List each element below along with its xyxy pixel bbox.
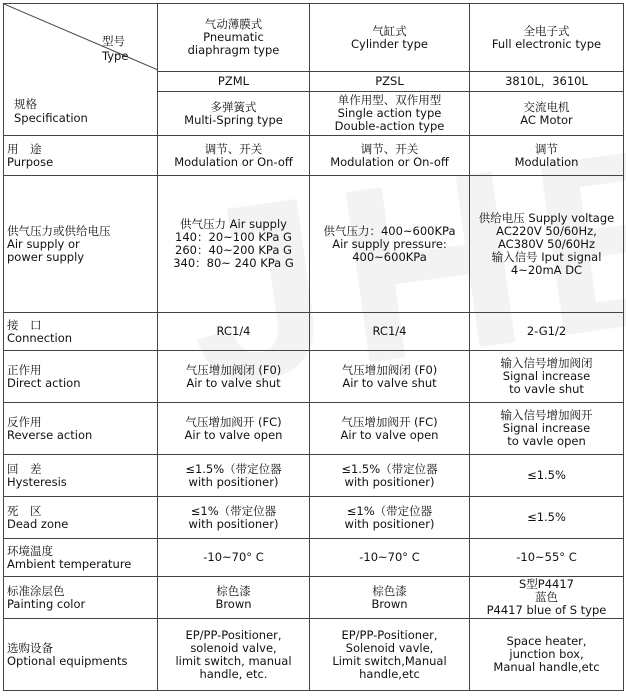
row-purpose <box>4 136 624 176</box>
optional-col2-line: EP/PP-Positioner, <box>341 627 438 642</box>
optional-col2-line: Limit switch,Manual <box>332 653 447 668</box>
air-supply-col3-line: AC380V 50/60Hz <box>498 236 595 251</box>
dead-zone-label-cn: 死 区 <box>7 503 42 518</box>
row-reverse-action <box>4 403 624 455</box>
air-supply-col1-line: 260：40~200 KPa G <box>175 243 292 257</box>
reverse-col1-line: Air to valve open <box>184 427 283 442</box>
row-direct-action <box>4 351 624 403</box>
dead-zone-label <box>4 497 158 539</box>
dead-zone-col3: ≤1.5% <box>470 497 624 539</box>
dead-zone-col1-line: ≤1%（带定位器 <box>190 503 277 518</box>
reverse-col3 <box>470 403 624 455</box>
purpose-col2-line: 调节、开关 <box>360 141 419 156</box>
direct-label-cn: 正作用 <box>7 362 42 377</box>
row-optional <box>4 619 624 691</box>
optional-label-cn: 选购设备 <box>7 640 53 655</box>
col2-sub-en1: Single action type <box>337 106 442 120</box>
direct-col3-line: to vavle shut <box>509 382 584 396</box>
col1-code: PZML <box>158 72 310 92</box>
row-connection <box>4 313 624 351</box>
col1-sub-en: Multi-Spring type <box>184 112 283 127</box>
col3-code: 3810L，3610L <box>470 72 624 92</box>
col3-sub-cell <box>470 92 624 136</box>
col2-type-en: Cylinder type <box>351 36 428 51</box>
connection-col1: RC1/4 <box>158 313 310 351</box>
air-supply-col3-line: 4~20mA DC <box>510 262 583 277</box>
purpose-label <box>4 136 158 176</box>
direct-label-en: Direct action <box>7 375 81 390</box>
ambient-label-cn: 环境温度 <box>7 543 53 558</box>
hysteresis-col1 <box>158 455 310 497</box>
purpose-col3 <box>470 136 624 176</box>
optional-col1 <box>158 619 310 691</box>
optional-col2 <box>310 619 470 691</box>
direct-col1-line: 气压增加阀闭 (F0) <box>185 362 282 377</box>
hysteresis-col1-line: ≤1.5%（带定位器 <box>185 461 282 476</box>
col1-sub-cell <box>158 92 310 136</box>
purpose-col3-line: Modulation <box>514 154 579 169</box>
air-supply-label-en1: Air supply or <box>7 236 80 251</box>
air-supply-col3-line: 输入信号 Iput signal <box>491 249 602 264</box>
col2-code: PZSL <box>310 72 470 92</box>
connection-label <box>4 313 158 351</box>
col3-sub-cn: 交流电机 <box>523 99 570 114</box>
air-supply-col2-line: 400~600KPa <box>352 249 427 264</box>
row-painting <box>4 577 624 619</box>
air-supply-col3-line: AC220V 50/60Hz, <box>496 223 597 238</box>
air-supply-col2-line: Air supply pressure: <box>332 236 447 251</box>
direct-col2-line: Air to valve shut <box>342 375 437 390</box>
hysteresis-col2-line: with positioner) <box>344 474 435 489</box>
ambient-col3: -10~55° C <box>470 539 624 577</box>
ambient-col2: -10~70° C <box>310 539 470 577</box>
model-label-cn: 型号 <box>102 34 125 48</box>
dead-zone-col2 <box>310 497 470 539</box>
painting-col3-line: S型P4417 <box>518 577 574 591</box>
col1-type-cn: 气动薄膜式 <box>204 17 263 31</box>
row-air-supply <box>4 176 624 313</box>
optional-col3-line: junction box, <box>509 647 584 661</box>
purpose-col1-line: Modulation or On-off <box>174 154 293 169</box>
air-supply-col3 <box>470 176 624 313</box>
air-supply-col1-line: 340：80~ 240 KPa G <box>173 256 294 270</box>
row-hysteresis <box>4 455 624 497</box>
painting-col1-line: 棕色漆 <box>216 583 251 598</box>
direct-col1 <box>158 351 310 403</box>
dead-zone-col1-line: with positioner) <box>188 516 279 531</box>
optional-col3-line: Space heater, <box>506 634 587 648</box>
col1-type-en2: diaphragm type <box>187 43 280 57</box>
spec-label-cn: 规格 <box>14 97 37 111</box>
reverse-col3-line: Signal increase <box>502 421 591 435</box>
col2-sub-cell <box>310 92 470 136</box>
optional-col1-line: limit switch, manual <box>175 653 292 668</box>
col2-sub-cn: 单作用型、双作用型 <box>337 93 442 107</box>
col2-sub-en2: Double-action type <box>334 119 445 133</box>
model-label-en: Type <box>102 49 129 63</box>
dead-zone-col2-line: ≤1%（带定位器 <box>346 503 433 518</box>
col2-type-cn: 气缸式 <box>372 23 407 38</box>
air-supply-col1-line: 140：20~100 KPa G <box>175 230 292 244</box>
air-supply-col1 <box>158 176 310 313</box>
purpose-col3-line: 调节 <box>535 141 558 156</box>
col3-sub-en: AC Motor <box>520 112 573 127</box>
optional-col3 <box>470 619 624 691</box>
row-dead-zone <box>4 497 624 539</box>
hysteresis-label-en: Hysteresis <box>7 474 67 489</box>
spec-label-en: Specification <box>14 111 88 125</box>
air-supply-col2-line: 供气压力：400~600KPa <box>323 223 456 238</box>
direct-col1-line: Air to valve shut <box>186 375 281 390</box>
air-supply-label <box>4 176 158 313</box>
reverse-label-cn: 反作用 <box>7 414 42 429</box>
hysteresis-col3: ≤1.5% <box>470 455 624 497</box>
reverse-label-en: Reverse action <box>7 427 93 442</box>
direct-col2-line: 气压增加阀闭 (F0) <box>341 362 438 377</box>
hysteresis-col2 <box>310 455 470 497</box>
ambient-col1: -10~70° C <box>158 539 310 577</box>
ambient-label <box>4 539 158 577</box>
optional-col1-line: solenoid valve, <box>190 640 277 655</box>
row-ambient <box>4 539 624 577</box>
direct-col2 <box>310 351 470 403</box>
air-supply-col1-line: 供气压力 Air supply <box>180 217 287 231</box>
connection-label-cn: 接 口 <box>7 317 42 332</box>
air-supply-label-en2: power supply <box>7 249 85 264</box>
col1-type-en1: Pneumatic <box>203 30 264 44</box>
col2-type-cell <box>310 4 470 72</box>
purpose-label-en: Purpose <box>7 154 54 169</box>
optional-label-en: Optional equipments <box>7 653 128 668</box>
connection-col3: 2-G1/2 <box>470 313 624 351</box>
dead-zone-col1 <box>158 497 310 539</box>
painting-label <box>4 577 158 619</box>
spec-table <box>3 3 624 691</box>
col3-type-cn: 全电子式 <box>523 23 570 38</box>
painting-label-cn: 标准涂层色 <box>7 583 65 598</box>
painting-col1-line: Brown <box>215 596 252 611</box>
optional-col1-line: EP/PP-Positioner, <box>185 627 282 642</box>
purpose-col1-line: 调节、开关 <box>204 141 263 156</box>
direct-col3 <box>470 351 624 403</box>
purpose-col1 <box>158 136 310 176</box>
reverse-col2-line: Air to valve open <box>340 427 439 442</box>
painting-col1 <box>158 577 310 619</box>
air-supply-col3-line: 供给电压 Supply voltage <box>478 210 615 225</box>
painting-label-en: Painting color <box>7 596 86 611</box>
header-row-1 <box>4 4 624 72</box>
optional-label <box>4 619 158 691</box>
reverse-label <box>4 403 158 455</box>
dead-zone-col2-line: with positioner) <box>344 516 435 531</box>
direct-col3-line: 输入信号增加阀闭 <box>500 356 593 370</box>
reverse-col2 <box>310 403 470 455</box>
ambient-label-en: Ambient temperature <box>7 556 132 571</box>
col3-type-en: Full electronic type <box>491 36 602 51</box>
optional-col2-line: Solenoid vavle, <box>345 640 434 655</box>
direct-col3-line: Signal increase <box>502 369 591 383</box>
painting-col3-line: 蓝色 <box>535 590 558 604</box>
optional-col3-line: Manual handle,etc <box>493 660 600 674</box>
painting-col2 <box>310 577 470 619</box>
hysteresis-label-cn: 回 差 <box>7 461 42 476</box>
direct-label <box>4 351 158 403</box>
reverse-col3-line: to vavle open <box>507 434 586 448</box>
col1-sub-cn: 多弹簧式 <box>210 99 257 114</box>
hysteresis-label <box>4 455 158 497</box>
col3-type-cell <box>470 4 624 72</box>
reverse-col3-line: 输入信号增加阀开 <box>500 408 593 422</box>
hysteresis-col2-line: ≤1.5%（带定位器 <box>341 461 438 476</box>
optional-col2-line: handle,etc <box>359 666 420 681</box>
painting-col3 <box>470 577 624 619</box>
painting-col2-line: Brown <box>371 596 408 611</box>
reverse-col1 <box>158 403 310 455</box>
col1-type-cell <box>158 4 310 72</box>
reverse-col1-line: 气压增加阀开 (FC) <box>185 414 282 429</box>
purpose-col2 <box>310 136 470 176</box>
reverse-col2-line: 气压增加阀开 (FC) <box>341 414 438 429</box>
air-supply-col2 <box>310 176 470 313</box>
connection-label-en: Connection <box>7 330 73 345</box>
purpose-label-cn: 用 途 <box>7 141 42 156</box>
connection-col2: RC1/4 <box>310 313 470 351</box>
air-supply-label-cn: 供气压力或供给电压 <box>7 223 111 238</box>
optional-col1-line: handle, etc. <box>199 666 268 681</box>
painting-col3-line: P4417 blue of S type <box>486 603 607 617</box>
dead-zone-label-en: Dead zone <box>7 516 69 531</box>
painting-col2-line: 棕色漆 <box>372 583 407 598</box>
purpose-col2-line: Modulation or On-off <box>330 154 449 169</box>
hysteresis-col1-line: with positioner) <box>188 474 279 489</box>
header-corner-cell <box>4 4 158 136</box>
